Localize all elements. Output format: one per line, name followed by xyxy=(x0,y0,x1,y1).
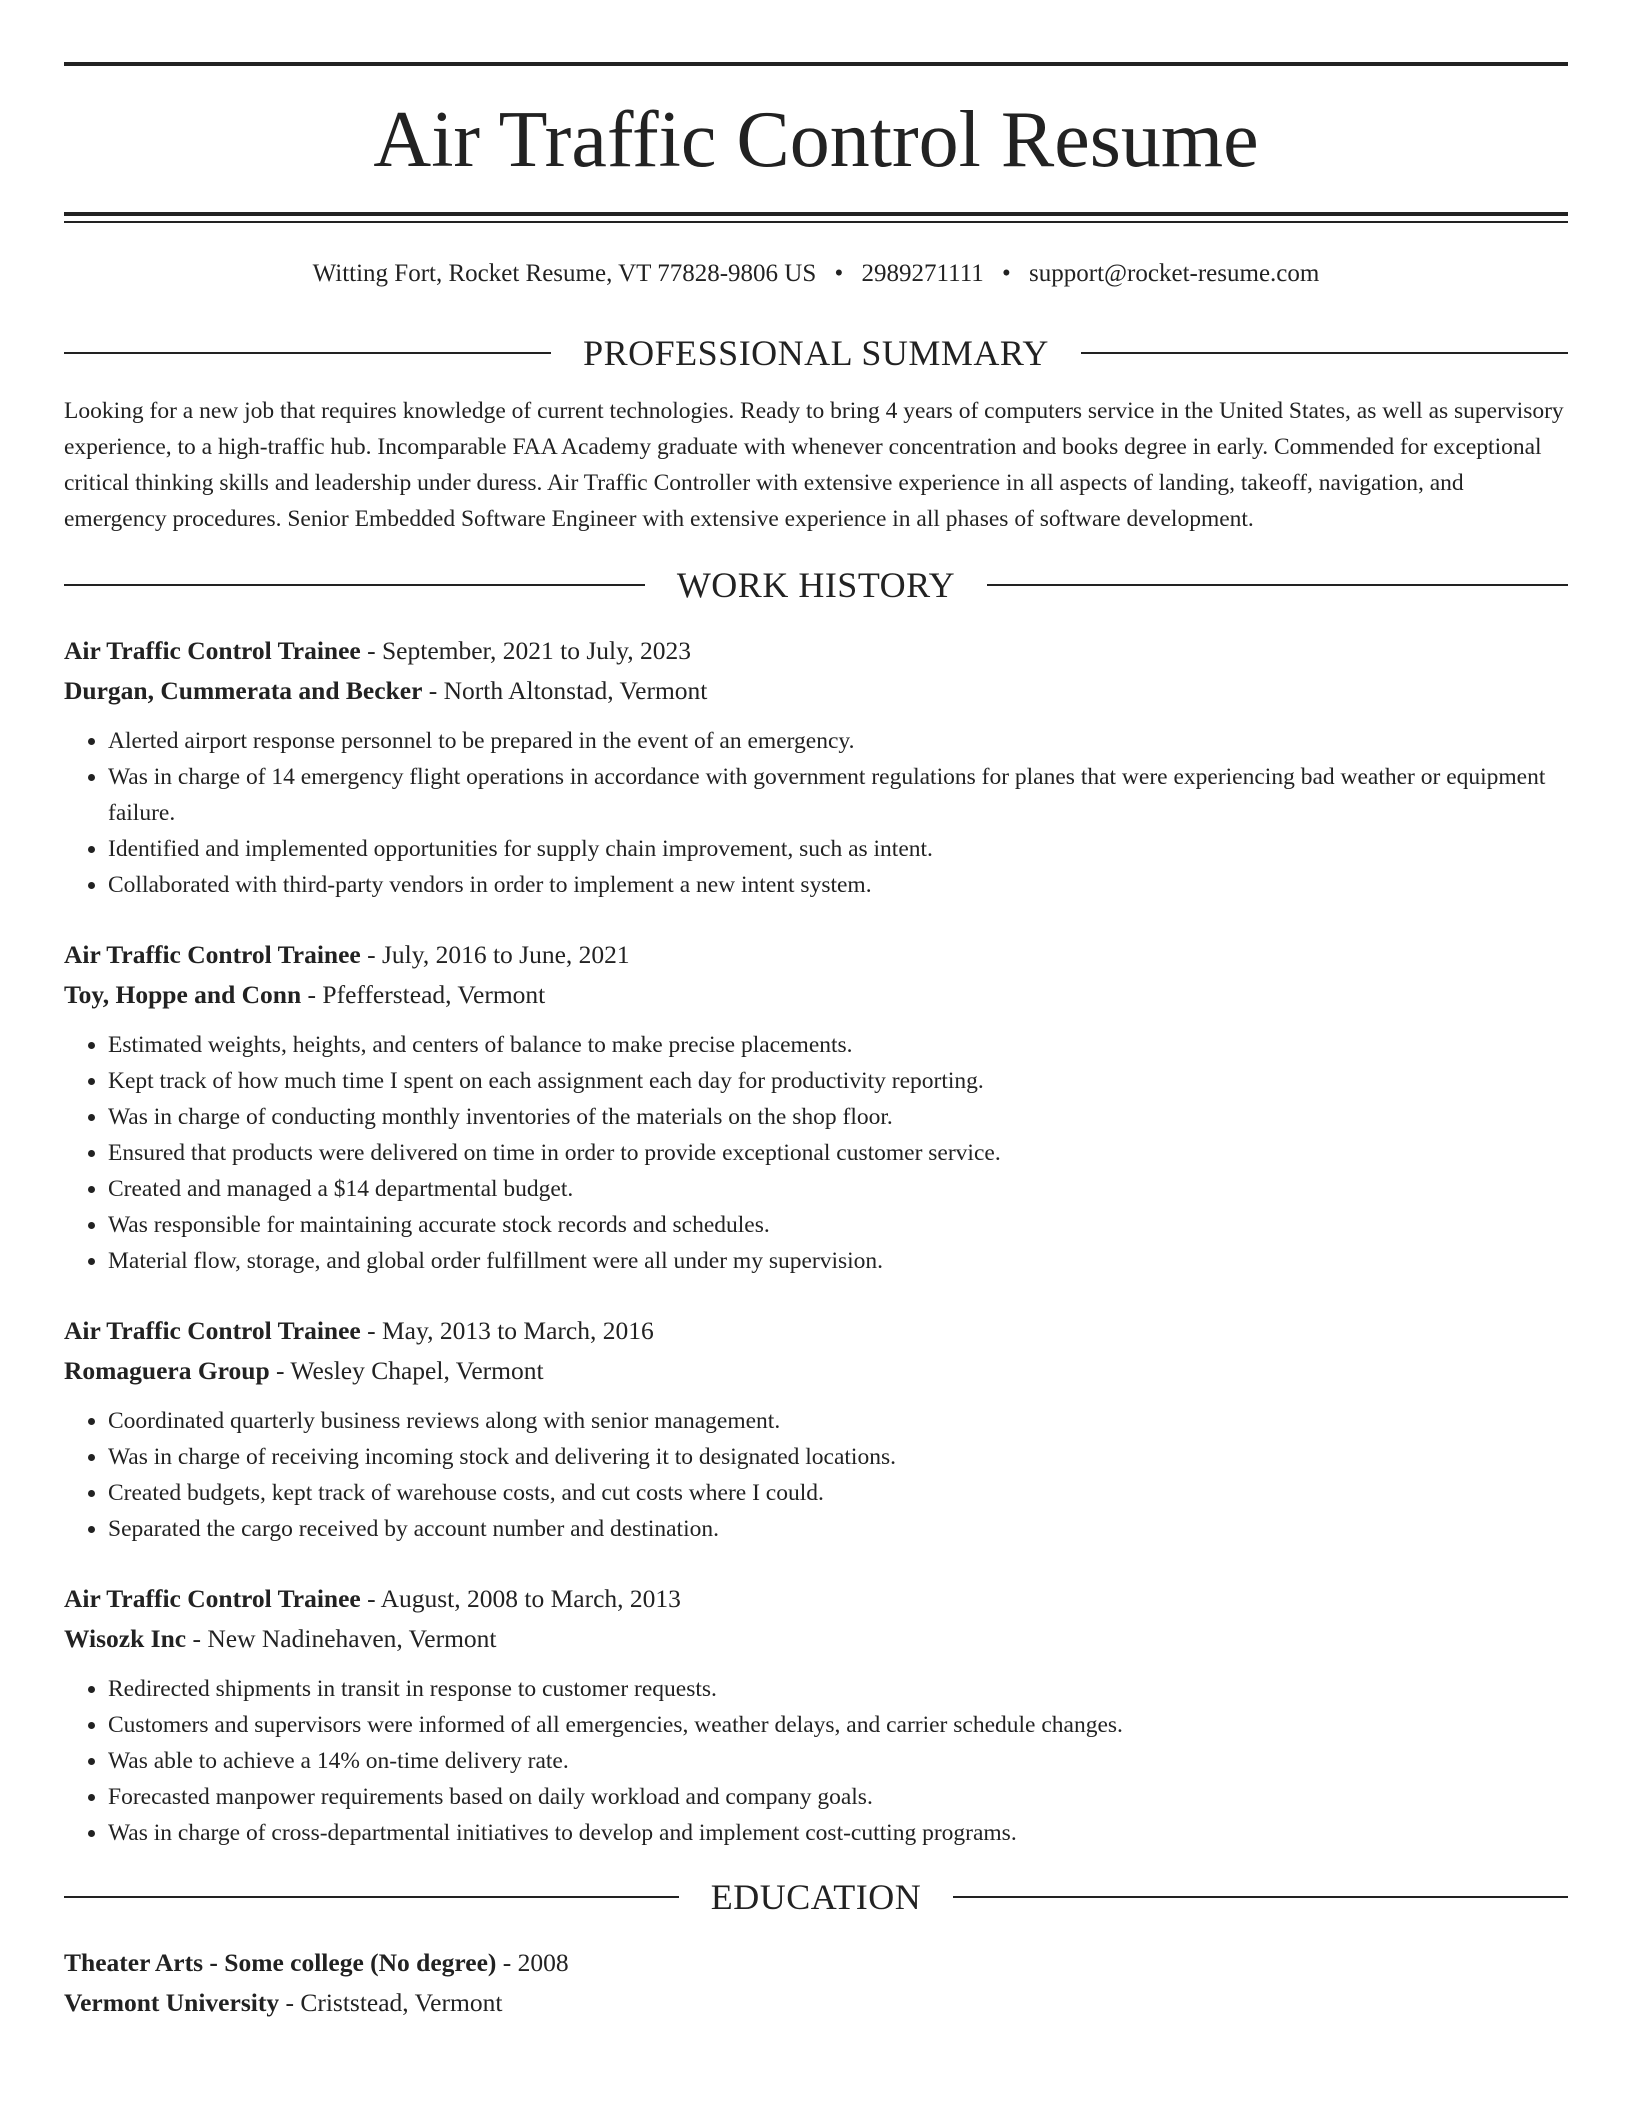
heading-rule-right xyxy=(1081,352,1568,354)
job-company-line xyxy=(64,1351,1568,1391)
job-location: - North Altonstad, Vermont xyxy=(422,676,708,705)
education-entry xyxy=(64,1943,1568,2023)
job-location: - Pfefferstead, Vermont xyxy=(301,980,546,1009)
job-entry xyxy=(64,1311,1568,1547)
section-title: WORK HISTORY xyxy=(676,565,956,605)
heading-rule-left xyxy=(64,584,645,586)
education-school-line xyxy=(64,1983,1568,2023)
job-title-line xyxy=(64,1311,1568,1351)
job-dates: - September, 2021 to July, 2023 xyxy=(360,636,691,665)
section-title: EDUCATION xyxy=(710,1877,922,1917)
education-year: - 2008 xyxy=(496,1948,569,1977)
job-bullets xyxy=(64,723,1568,903)
list-item: • Was able to achieve a 14% on-time delivery rate. xyxy=(108,1743,1568,1779)
job-location: - Wesley Chapel, Vermont xyxy=(269,1356,544,1385)
job-entry xyxy=(64,1579,1568,1851)
list-item: • Redirected shipments in transit in response to customer requests. xyxy=(108,1671,1568,1707)
job-dates: - July, 2016 to June, 2021 xyxy=(360,940,630,969)
list-item: • Material flow, storage, and global order fulfillment were all under my supervision. xyxy=(108,1243,1568,1279)
list-item: • Was in charge of receiving incoming stock and delivering it to designated locations. xyxy=(108,1439,1568,1475)
job-entry xyxy=(64,631,1568,903)
heading-rule-right xyxy=(987,584,1568,586)
list-item: • Ensured that products were delivered on time in order to provide exceptional customer service. xyxy=(108,1135,1568,1171)
education-location: - Criststead, Vermont xyxy=(279,1988,503,2017)
education-degree: Theater Arts - Some college (No degree) xyxy=(64,1948,497,1977)
list-item: • Was responsible for maintaining accurate stock records and schedules. xyxy=(108,1207,1568,1243)
job-bullets xyxy=(64,1027,1568,1279)
job-company: Durgan, Cummerata and Becker xyxy=(64,676,423,705)
section-heading-education xyxy=(64,1879,1568,1915)
contact-separator: • xyxy=(834,260,844,287)
job-bullets xyxy=(64,1403,1568,1547)
list-item: • Was in charge of cross-departmental initiatives to develop and implement cost-cutting programs. xyxy=(108,1815,1568,1851)
heading-rule-left xyxy=(64,1896,679,1898)
contact-phone: 2989271111 xyxy=(861,260,984,287)
job-role: Air Traffic Control Trainee xyxy=(64,1316,361,1345)
list-item: • Forecasted manpower requirements based on daily workload and company goals. xyxy=(108,1779,1568,1815)
education-degree-line xyxy=(64,1943,1568,1983)
section-heading-work xyxy=(64,567,1568,603)
list-item: • Was in charge of conducting monthly inventories of the materials on the shop floor. xyxy=(108,1099,1568,1135)
list-item: • Alerted airport response personnel to be prepared in the event of an emergency. xyxy=(108,723,1568,759)
list-item: • Was in charge of 14 emergency flight operations in accordance with government regulations for planes that were experiencing bad weather or equipment failure. xyxy=(108,759,1568,831)
list-item: • Separated the cargo received by account number and destination. xyxy=(108,1511,1568,1547)
list-item: • Estimated weights, heights, and centers of balance to make precise placements. xyxy=(108,1027,1568,1063)
heading-rule-right xyxy=(953,1896,1568,1898)
job-dates: - May, 2013 to March, 2016 xyxy=(360,1316,654,1345)
summary-text: Looking for a new job that requires knowledge of current technologies. Ready to bring 4 years of computers service in the United States, as well as supervisory experience, to a high-traffic hub. Incomparable FAA Academy graduate with whenever concentration and books degree in early. Commended for exceptional critical thinking skills and leadership under duress. Air Traffic Controller with extensive experience in all aspects of landing, takeoff, navigation, and emergency procedures. Senior Embedded Software Engineer with extensive experience in all phases of software development. xyxy=(64,398,1564,532)
job-role: Air Traffic Control Trainee xyxy=(64,1584,361,1613)
job-entry xyxy=(64,935,1568,1279)
job-role: Air Traffic Control Trainee xyxy=(64,940,361,969)
list-item: • Kept track of how much time I spent on each assignment each day for productivity reporting. xyxy=(108,1063,1568,1099)
list-item: • Created and managed a $14 departmental budget. xyxy=(108,1171,1568,1207)
job-location: - New Nadinehaven, Vermont xyxy=(186,1624,497,1653)
job-company-line xyxy=(64,1619,1568,1659)
contact-line xyxy=(64,259,1568,289)
heading-rule-left xyxy=(64,352,551,354)
list-item: • Created budgets, kept track of warehouse costs, and cut costs where I could. xyxy=(108,1475,1568,1511)
list-item: • Collaborated with third-party vendors in order to implement a new intent system. xyxy=(108,867,1568,903)
contact-separator: • xyxy=(1002,260,1011,287)
title-double-rule xyxy=(64,212,1568,223)
job-bullets xyxy=(64,1671,1568,1851)
job-title-line xyxy=(64,935,1568,975)
job-role: Air Traffic Control Trainee xyxy=(64,636,361,665)
section-title: PROFESSIONAL SUMMARY xyxy=(583,333,1049,373)
list-item: • Customers and supervisors were informed of all emergencies, weather delays, and carrier schedule changes. xyxy=(108,1707,1568,1743)
job-title-line xyxy=(64,1579,1568,1619)
section-heading-summary xyxy=(64,335,1568,371)
list-item: • Coordinated quarterly business reviews along with senior management. xyxy=(108,1403,1568,1439)
education-school: Vermont University xyxy=(64,1988,280,2017)
contact-email: support@rocket-resume.com xyxy=(1029,260,1320,287)
contact-address: Witting Fort, Rocket Resume, VT 77828-9806 US xyxy=(312,260,817,287)
job-company: Wisozk Inc xyxy=(64,1624,187,1653)
resume-title: Air Traffic Control Resume xyxy=(373,96,1259,184)
job-title-line xyxy=(64,631,1568,671)
job-company: Romaguera Group xyxy=(64,1356,270,1385)
job-company: Toy, Hoppe and Conn xyxy=(64,980,302,1009)
job-company-line xyxy=(64,671,1568,711)
job-company-line xyxy=(64,975,1568,1015)
list-item: • Identified and implemented opportunities for supply chain improvement, such as intent. xyxy=(108,831,1568,867)
job-dates: - August, 2008 to March, 2013 xyxy=(360,1584,681,1613)
